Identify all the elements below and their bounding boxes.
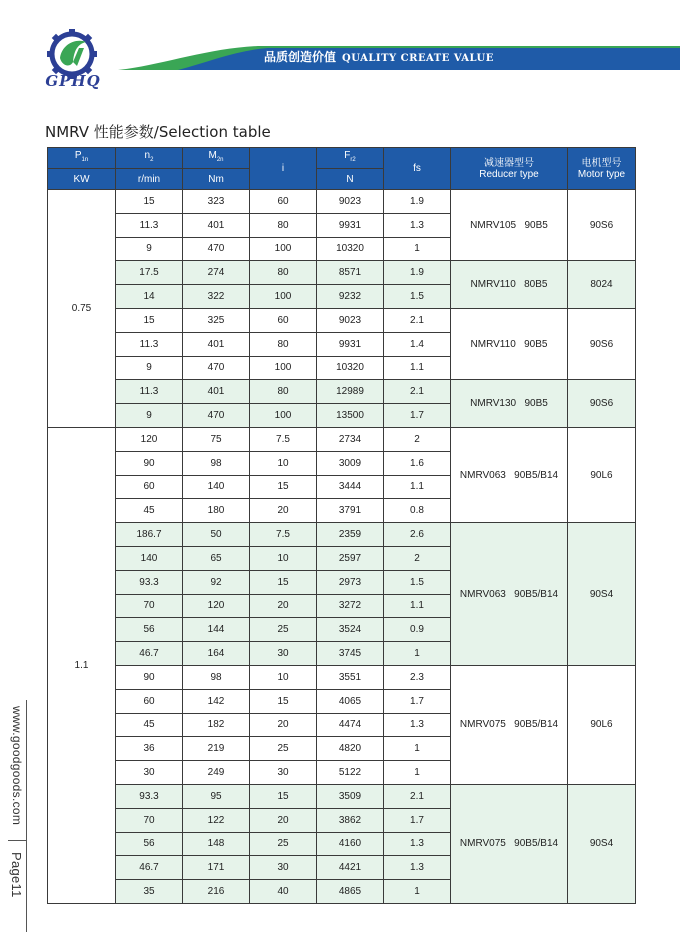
speed-cell: 45	[116, 499, 183, 523]
motor-type-cell: 90L6	[568, 665, 636, 784]
header-reducer: 减速器型号 Reducer type	[451, 148, 568, 190]
torque-cell: 325	[183, 308, 250, 332]
speed-cell: 35	[116, 880, 183, 904]
header-fr2: $F_{r2}$	[317, 148, 384, 169]
motor-type-cell: 90S6	[568, 308, 636, 379]
speed-cell: 120	[116, 427, 183, 451]
motor-type-cell: 90S6	[568, 190, 636, 261]
speed-cell: 15	[116, 190, 183, 214]
unit-rmin: r/min	[116, 169, 183, 190]
table-row	[48, 261, 636, 285]
radial-load-cell: 9232	[317, 285, 384, 309]
ratio-cell: 25	[250, 618, 317, 642]
ratio-cell: 20	[250, 808, 317, 832]
reducer-type-cell: NMRV105 90B5	[451, 190, 568, 261]
selection-table	[47, 147, 636, 904]
torque-cell: 98	[183, 665, 250, 689]
radial-load-cell: 2359	[317, 523, 384, 547]
service-factor-cell: 1.1	[384, 356, 451, 380]
radial-load-cell: 9931	[317, 332, 384, 356]
speed-cell: 14	[116, 285, 183, 309]
slogan-cn: 品质创造价值	[264, 50, 337, 64]
torque-cell: 274	[183, 261, 250, 285]
speed-cell: 46.7	[116, 856, 183, 880]
table-row	[48, 190, 636, 214]
speed-cell: 11.3	[116, 380, 183, 404]
ratio-cell: 20	[250, 594, 317, 618]
speed-cell: 30	[116, 761, 183, 785]
ratio-cell: 15	[250, 689, 317, 713]
radial-load-cell: 3524	[317, 618, 384, 642]
speed-cell: 90	[116, 451, 183, 475]
service-factor-cell: 1	[384, 737, 451, 761]
service-factor-cell: 1.1	[384, 594, 451, 618]
radial-load-cell: 10320	[317, 237, 384, 261]
torque-cell: 401	[183, 213, 250, 237]
motor-type-cell: 90L6	[568, 427, 636, 522]
torque-cell: 50	[183, 523, 250, 547]
radial-load-cell: 5122	[317, 761, 384, 785]
speed-cell: 93.3	[116, 570, 183, 594]
radial-load-cell: 3745	[317, 642, 384, 666]
ratio-cell: 60	[250, 308, 317, 332]
speed-cell: 70	[116, 808, 183, 832]
reducer-type-cell: NMRV075 90B5/B14	[451, 665, 568, 784]
reducer-type-cell: NMRV110 90B5	[451, 308, 568, 379]
service-factor-cell: 2.1	[384, 308, 451, 332]
table-row	[48, 784, 636, 808]
torque-cell: 249	[183, 761, 250, 785]
ratio-cell: 100	[250, 285, 317, 309]
ratio-cell: 80	[250, 213, 317, 237]
torque-cell: 92	[183, 570, 250, 594]
service-factor-cell: 0.9	[384, 618, 451, 642]
torque-cell: 98	[183, 451, 250, 475]
torque-cell: 180	[183, 499, 250, 523]
radial-load-cell: 3009	[317, 451, 384, 475]
service-factor-cell: 1.5	[384, 285, 451, 309]
ratio-cell: 80	[250, 261, 317, 285]
service-factor-cell: 1.9	[384, 261, 451, 285]
torque-cell: 75	[183, 427, 250, 451]
ratio-cell: 15	[250, 570, 317, 594]
ratio-cell: 100	[250, 404, 317, 428]
torque-cell: 148	[183, 832, 250, 856]
service-factor-cell: 2	[384, 546, 451, 570]
torque-cell: 470	[183, 404, 250, 428]
service-factor-cell: 2	[384, 427, 451, 451]
header-slogan	[264, 48, 494, 66]
table-row	[48, 665, 636, 689]
header-n2: $n_2$	[116, 148, 183, 169]
ratio-cell: 30	[250, 856, 317, 880]
service-factor-cell: 1	[384, 880, 451, 904]
ratio-cell: 30	[250, 642, 317, 666]
service-factor-cell: 2.1	[384, 380, 451, 404]
service-factor-cell: 2.1	[384, 784, 451, 808]
speed-cell: 45	[116, 713, 183, 737]
header-m2n: $M_{2n}$	[183, 148, 250, 169]
header-p1n: $P_{1n}$	[48, 148, 116, 169]
service-factor-cell: 1.3	[384, 856, 451, 880]
speed-cell: 11.3	[116, 213, 183, 237]
unit-nm: Nm	[183, 169, 250, 190]
ratio-cell: 7.5	[250, 427, 317, 451]
motor-type-cell: 90S6	[568, 380, 636, 428]
radial-load-cell: 4065	[317, 689, 384, 713]
torque-cell: 171	[183, 856, 250, 880]
ratio-cell: 10	[250, 665, 317, 689]
side-divider	[8, 840, 26, 841]
service-factor-cell: 1.3	[384, 713, 451, 737]
radial-load-cell: 3272	[317, 594, 384, 618]
radial-load-cell: 4865	[317, 880, 384, 904]
logo-text: GPHQ	[45, 72, 101, 90]
service-factor-cell: 1.6	[384, 451, 451, 475]
radial-load-cell: 2734	[317, 427, 384, 451]
service-factor-cell: 1.7	[384, 689, 451, 713]
reducer-type-cell: NMRV063 90B5/B14	[451, 427, 568, 522]
speed-cell: 17.5	[116, 261, 183, 285]
speed-cell: 70	[116, 594, 183, 618]
ratio-cell: 30	[250, 761, 317, 785]
ratio-cell: 20	[250, 499, 317, 523]
reducer-type-cell: NMRV130 90B5	[451, 380, 568, 428]
radial-load-cell: 3862	[317, 808, 384, 832]
service-factor-cell: 1.7	[384, 404, 451, 428]
side-rule	[26, 700, 27, 932]
reducer-type-cell: NMRV110 80B5	[451, 261, 568, 309]
radial-load-cell: 4421	[317, 856, 384, 880]
radial-load-cell: 4474	[317, 713, 384, 737]
torque-cell: 142	[183, 689, 250, 713]
torque-cell: 164	[183, 642, 250, 666]
company-logo	[28, 28, 118, 90]
speed-cell: 60	[116, 689, 183, 713]
radial-load-cell: 10320	[317, 356, 384, 380]
ratio-cell: 25	[250, 832, 317, 856]
table-row	[48, 308, 636, 332]
radial-load-cell: 4160	[317, 832, 384, 856]
service-factor-cell: 1.5	[384, 570, 451, 594]
ratio-cell: 60	[250, 190, 317, 214]
ratio-cell: 80	[250, 380, 317, 404]
radial-load-cell: 9931	[317, 213, 384, 237]
unit-n: N	[317, 169, 384, 190]
radial-load-cell: 3551	[317, 665, 384, 689]
ratio-cell: 15	[250, 475, 317, 499]
speed-cell: 9	[116, 356, 183, 380]
ratio-cell: 10	[250, 546, 317, 570]
torque-cell: 95	[183, 784, 250, 808]
torque-cell: 322	[183, 285, 250, 309]
radial-load-cell: 2597	[317, 546, 384, 570]
reducer-type-cell: NMRV075 90B5/B14	[451, 784, 568, 903]
ratio-cell: 80	[250, 332, 317, 356]
ratio-cell: 7.5	[250, 523, 317, 547]
torque-cell: 401	[183, 332, 250, 356]
side-url: www.goodgoods.com	[10, 706, 24, 826]
service-factor-cell: 2.6	[384, 523, 451, 547]
speed-cell: 56	[116, 618, 183, 642]
table-row	[48, 427, 636, 451]
torque-cell: 401	[183, 380, 250, 404]
power-cell: 0.75	[48, 190, 116, 428]
radial-load-cell: 9023	[317, 190, 384, 214]
service-factor-cell: 1	[384, 761, 451, 785]
speed-cell: 93.3	[116, 784, 183, 808]
speed-cell: 90	[116, 665, 183, 689]
speed-cell: 15	[116, 308, 183, 332]
slogan-en: QUALITY CREATE VALUE	[342, 53, 494, 64]
speed-cell: 46.7	[116, 642, 183, 666]
unit-kw: KW	[48, 169, 116, 190]
speed-cell: 60	[116, 475, 183, 499]
speed-cell: 36	[116, 737, 183, 761]
motor-type-cell: 8024	[568, 261, 636, 309]
service-factor-cell: 2.3	[384, 665, 451, 689]
speed-cell: 9	[116, 237, 183, 261]
torque-cell: 120	[183, 594, 250, 618]
ratio-cell: 20	[250, 713, 317, 737]
service-factor-cell: 1.9	[384, 190, 451, 214]
ratio-cell: 15	[250, 784, 317, 808]
ratio-cell: 25	[250, 737, 317, 761]
service-factor-cell: 1.3	[384, 832, 451, 856]
speed-cell: 56	[116, 832, 183, 856]
table-body	[48, 190, 636, 904]
torque-cell: 219	[183, 737, 250, 761]
torque-cell: 144	[183, 618, 250, 642]
power-cell: 1.1	[48, 427, 116, 903]
ratio-cell: 100	[250, 356, 317, 380]
torque-cell: 122	[183, 808, 250, 832]
header-motor: 电机型号 Motor type	[568, 148, 636, 190]
reducer-type-cell: NMRV063 90B5/B14	[451, 523, 568, 666]
radial-load-cell: 3509	[317, 784, 384, 808]
radial-load-cell: 13500	[317, 404, 384, 428]
service-factor-cell: 1	[384, 237, 451, 261]
header-i: i	[250, 148, 317, 190]
table-row	[48, 380, 636, 404]
header-fs: fs	[384, 148, 451, 190]
ratio-cell: 10	[250, 451, 317, 475]
radial-load-cell: 2973	[317, 570, 384, 594]
radial-load-cell: 12989	[317, 380, 384, 404]
ratio-cell: 40	[250, 880, 317, 904]
speed-cell: 140	[116, 546, 183, 570]
speed-cell: 9	[116, 404, 183, 428]
service-factor-cell: 1	[384, 642, 451, 666]
service-factor-cell: 1.3	[384, 213, 451, 237]
torque-cell: 470	[183, 356, 250, 380]
radial-load-cell: 4820	[317, 737, 384, 761]
ratio-cell: 100	[250, 237, 317, 261]
page-number: Page11	[9, 852, 24, 898]
service-factor-cell: 0.8	[384, 499, 451, 523]
torque-cell: 470	[183, 237, 250, 261]
service-factor-cell: 1.7	[384, 808, 451, 832]
torque-cell: 65	[183, 546, 250, 570]
torque-cell: 140	[183, 475, 250, 499]
speed-cell: 11.3	[116, 332, 183, 356]
torque-cell: 323	[183, 190, 250, 214]
table-row	[48, 523, 636, 547]
torque-cell: 182	[183, 713, 250, 737]
radial-load-cell: 3444	[317, 475, 384, 499]
radial-load-cell: 9023	[317, 308, 384, 332]
torque-cell: 216	[183, 880, 250, 904]
motor-type-cell: 90S4	[568, 523, 636, 666]
radial-load-cell: 8571	[317, 261, 384, 285]
speed-cell: 186.7	[116, 523, 183, 547]
motor-type-cell: 90S4	[568, 784, 636, 903]
page-title: NMRV 性能参数/Selection table	[45, 123, 271, 141]
radial-load-cell: 3791	[317, 499, 384, 523]
service-factor-cell: 1.4	[384, 332, 451, 356]
service-factor-cell: 1.1	[384, 475, 451, 499]
